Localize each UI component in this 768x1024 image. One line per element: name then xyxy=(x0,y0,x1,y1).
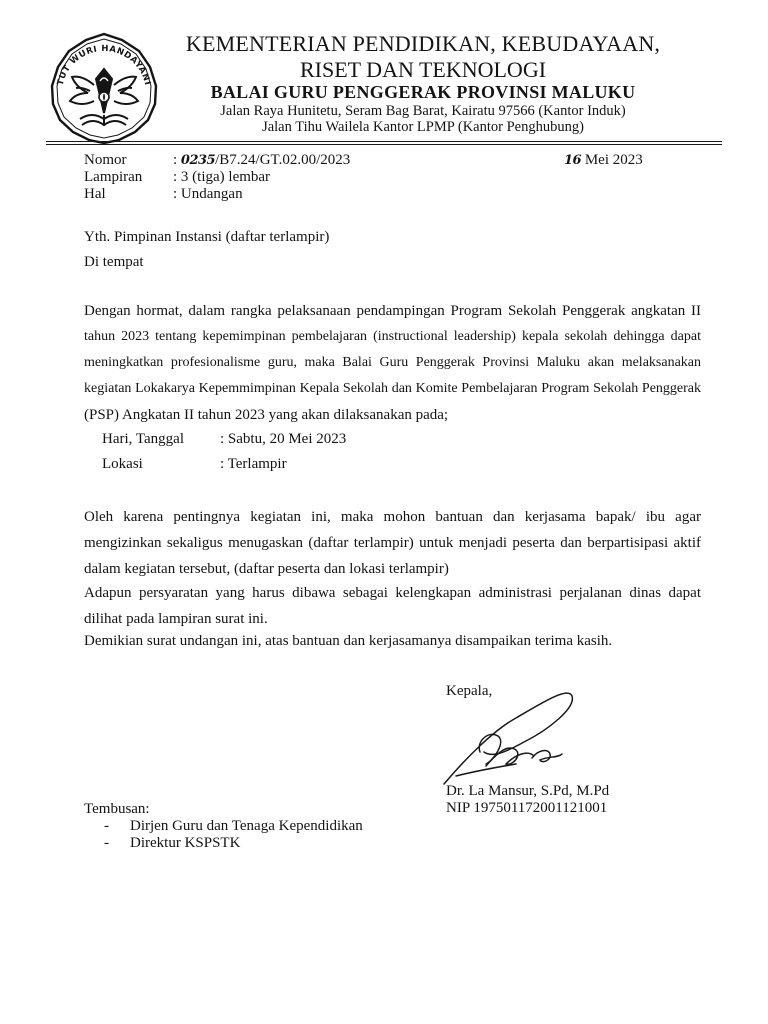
letter-date xyxy=(564,152,643,169)
date-handwritten-day: 16 xyxy=(564,153,582,168)
paragraph-request xyxy=(84,504,701,582)
recipient-line: Yth. Pimpinan Instansi (daftar terlampir) xyxy=(84,229,330,245)
nomor-colon: : xyxy=(173,152,181,168)
logo-motto-text: TUT WURI HANDAYANI xyxy=(55,43,153,87)
event-date-value: : Sabtu, 20 Mei 2023 xyxy=(220,431,347,447)
paragraph-requirements xyxy=(84,580,701,632)
paragraph-line: Oleh karena pentingnya kegiatan ini, maka mohon bantuan dan kerjasama bapak/ ibu agar xyxy=(84,509,701,525)
ministry-name-line2: RISET DAN TEKNOLOGI xyxy=(299,57,547,82)
recipient-place: Di tempat xyxy=(84,254,144,270)
meta-lampiran-row xyxy=(84,169,384,186)
lampiran-value: : 3 (tiga) lembar xyxy=(173,169,271,185)
paragraph-line: Dengan hormat, dalam rangka pelaksanaan pendampingan Program Sekolah Penggerak angkatan II xyxy=(84,303,701,319)
cc-item-text: Direktur KSPSTK xyxy=(130,835,241,851)
paragraph-line: Adapun persyaratan yang harus dibawa sebagai kelengkapan administrasi perjalanan dinas dapat xyxy=(84,585,701,601)
address-liaison-office: Jalan Tihu Wailela Kantor LPMP (Kantor Penghubung) xyxy=(262,119,584,135)
paragraph-line: dalam kegiatan tersebut, (daftar peserta dan lokasi terlampir) xyxy=(84,561,449,577)
paragraph-line: tahun 2023 tentang kepemimpinan pembelajaran (instructional leadership) kepala sekolah dehingga dapat xyxy=(84,329,701,344)
hal-value: : Undangan xyxy=(173,186,243,202)
nomor-value xyxy=(173,152,350,169)
paragraph-line: mengizinkan sekaligus menugaskan (daftar terlampir) untuk menjadi peserta dan berpartisipasi aktif xyxy=(84,535,701,551)
nomor-rest: /B7.24/GT.02.00/2023 xyxy=(215,152,351,168)
signatory-name: Dr. La Mansur, S.Pd, M.Pd xyxy=(446,783,610,799)
event-location-value: : Terlampir xyxy=(220,456,287,472)
meta-hal-row xyxy=(84,186,384,203)
cc-item-text: Dirjen Guru dan Tenaga Kependidikan xyxy=(130,818,363,834)
event-location-row xyxy=(102,456,402,476)
paragraph-opening xyxy=(84,298,701,428)
ministry-name-line1: KEMENTERIAN PENDIDIKAN, KEBUDAYAAN, xyxy=(185,31,661,56)
event-date-label: Hari, Tanggal xyxy=(102,431,184,447)
office-name: BALAI GURU PENGGERAK PROVINSI MALUKU xyxy=(210,82,636,102)
signatory-nip: NIP 197501172001121001 xyxy=(446,800,608,816)
paragraph-line: kegiatan Lokakarya Kepemmimpinan Kepala Sekolah dan Komite Pembelajaran Program Sekolah Penggerak xyxy=(84,381,701,396)
cc-list-item xyxy=(104,818,424,836)
date-rest: Mei 2023 xyxy=(581,152,643,168)
letterhead-rule-thin xyxy=(46,144,722,145)
handwritten-signature xyxy=(436,680,586,790)
address-main-office: Jalan Raya Hunitetu, Seram Bag Barat, Kairatu 97566 (Kantor Induk) xyxy=(220,103,626,119)
nomor-label: Nomor xyxy=(84,152,127,168)
letterhead-rule-thick xyxy=(46,141,722,142)
cc-label: Tembusan: xyxy=(84,801,150,817)
paragraph-line: dilihat pada lampiran surat ini. xyxy=(84,611,268,627)
letter-meta xyxy=(84,152,384,206)
nomor-handwritten: 0235 xyxy=(180,153,216,168)
cc-bullet: - xyxy=(104,835,109,851)
event-date-row xyxy=(102,431,402,451)
cc-list-item xyxy=(104,835,424,853)
meta-nomor-row xyxy=(84,152,384,169)
signatory-title: Kepala, xyxy=(446,683,493,699)
cc-bullet: - xyxy=(104,818,109,834)
event-location-label: Lokasi xyxy=(102,456,143,472)
lampiran-label: Lampiran xyxy=(84,169,143,185)
paragraph-closing: Demikian surat undangan ini, atas bantuan dan kerjasamanya disampaikan terima kasih. xyxy=(84,633,613,649)
hal-label: Hal xyxy=(84,186,106,202)
paragraph-line: meningkatkan profesionalisme guru, maka Balai Guru Penggerak Provinsi Maluku akan melaksanakan xyxy=(84,355,701,370)
paragraph-line: (PSP) Angkatan II tahun 2023 yang akan dilaksanakan pada; xyxy=(84,407,449,423)
